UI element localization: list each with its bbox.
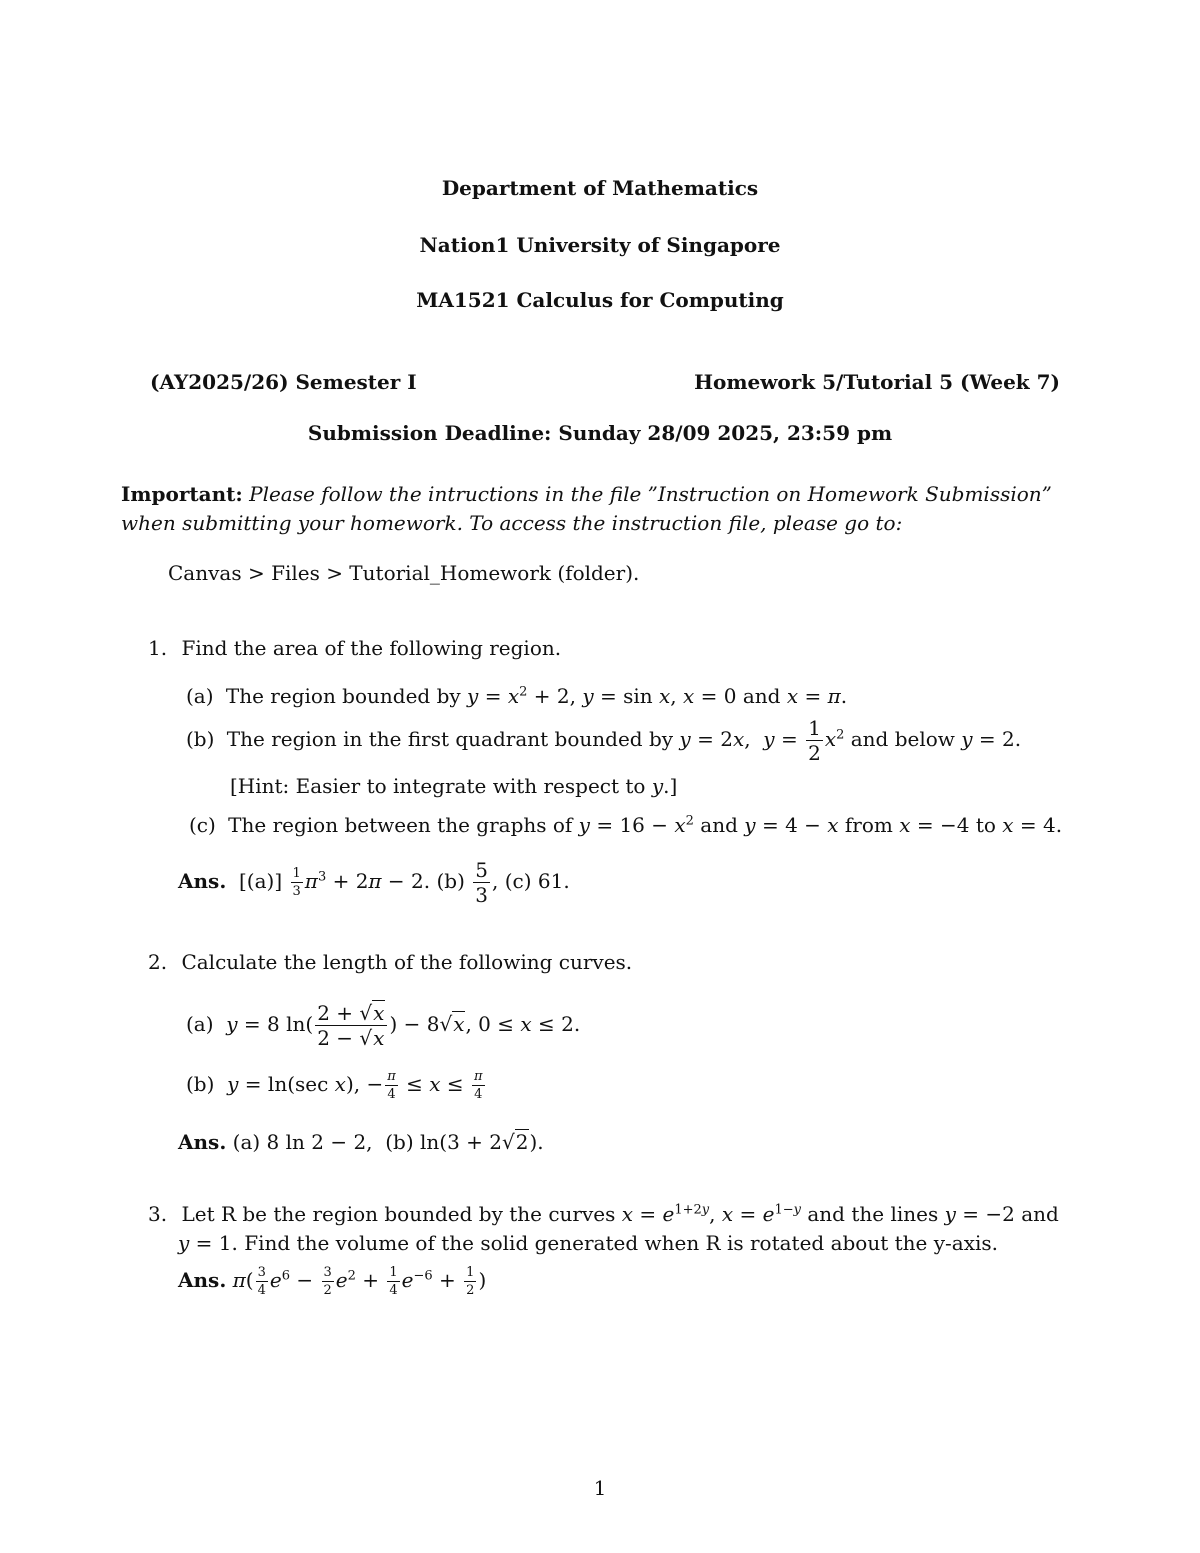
question-3-number: 3. (148, 1202, 168, 1226)
page-number: 1 (593, 1476, 607, 1500)
homework-label: Homework 5/Tutorial 5 (Week 7) (694, 370, 1060, 394)
question-1a: (a) The region bounded by $y = x^2 + 2$, y = sin x, x = 0 and x = π. (186, 684, 848, 708)
question-2 (148, 950, 632, 974)
question-1-answer: Ans. [(a)] $\frac{1}{3}$ $\pi^3 + 2\pi - 2$. (b) $\frac{5}{3}$ , (c) 61. (178, 858, 570, 907)
question-1c-label: (c) (189, 813, 216, 837)
question-2-text: Calculate the length of the following curves. (181, 950, 633, 974)
question-2-answer: Ans. (a) 8 ln 2 − 2, (b) ln(3 + 2√2). (178, 1130, 544, 1154)
university-title: Nation1 University of Singapore (419, 233, 781, 257)
question-2a-label: (a) (186, 1012, 214, 1036)
department-title: Department of Mathematics (441, 176, 759, 200)
answer-label-3: Ans. (178, 1268, 227, 1292)
question-1b: (b) The region in the first quadrant bounded by y = 2x, y = $\frac{1}{2}$ $x^2$ and below y = 2. (186, 716, 1022, 765)
question-1-text: Find the area of the following region. (181, 636, 562, 660)
canvas-path: Canvas > Files > Tutorial_Homework (folder). (168, 561, 640, 585)
question-2-number: 2. (148, 950, 168, 974)
semester-label: (AY2025/26) Semester I (150, 370, 417, 394)
question-1 (148, 636, 561, 660)
question-1a-label: (a) (186, 684, 214, 708)
submission-deadline: Submission Deadline: Sunday 28/09 2025, 23:59 pm (307, 421, 893, 445)
important-label: Important: (121, 482, 243, 506)
answer-label-2: Ans. (178, 1130, 227, 1154)
course-title: MA1521 Calculus for Computing (416, 288, 784, 312)
important-line-2: when submitting your homework. To access the instruction file, please go to: (121, 511, 903, 535)
question-1b-label: (b) (186, 727, 215, 751)
important-line-1 (121, 482, 1052, 506)
important-text-1: Please follow the intructions in the file ”Instruction on Homework Submission” (249, 482, 1052, 506)
question-3-line-2: y = 1. Find the volume of the solid generated when R is rotated about the y-axis. (178, 1231, 999, 1255)
question-2a: (a) y = 8 ln( $\frac{2 + √x}{2 - √x}$ ) − 8√x, 0 ≤ x ≤ 2. (186, 1001, 581, 1050)
question-3: 3. Let R be the region bounded by the curves $x = e^{1+2y}$, $x = e^{1-y}$ and the lines y = −2 and (148, 1202, 1059, 1226)
question-3-answer: Ans. π( $\frac{3}{4}$ $e^6$ − $\frac{3}{2}$ $e^2$ + $\frac{1}{4}$ $e^{-6}$ + $\frac{1}{2}$ ) (178, 1265, 487, 1298)
answer-label-1: Ans. (178, 869, 227, 893)
question-2b-label: (b) (186, 1072, 215, 1096)
question-1c: (c) The region between the graphs of $y = 16 - x^2$ and y = 4 − x from x = −4 to x = 4. (189, 813, 1063, 837)
question-1b-hint: [Hint: Easier to integrate with respect to y.] (230, 774, 678, 798)
question-1-number: 1. (148, 636, 168, 660)
question-2b: (b) y = ln(sec x), − $\frac{\pi}{4}$ ≤ x ≤ $\frac{\pi}{4}$ (186, 1069, 483, 1102)
